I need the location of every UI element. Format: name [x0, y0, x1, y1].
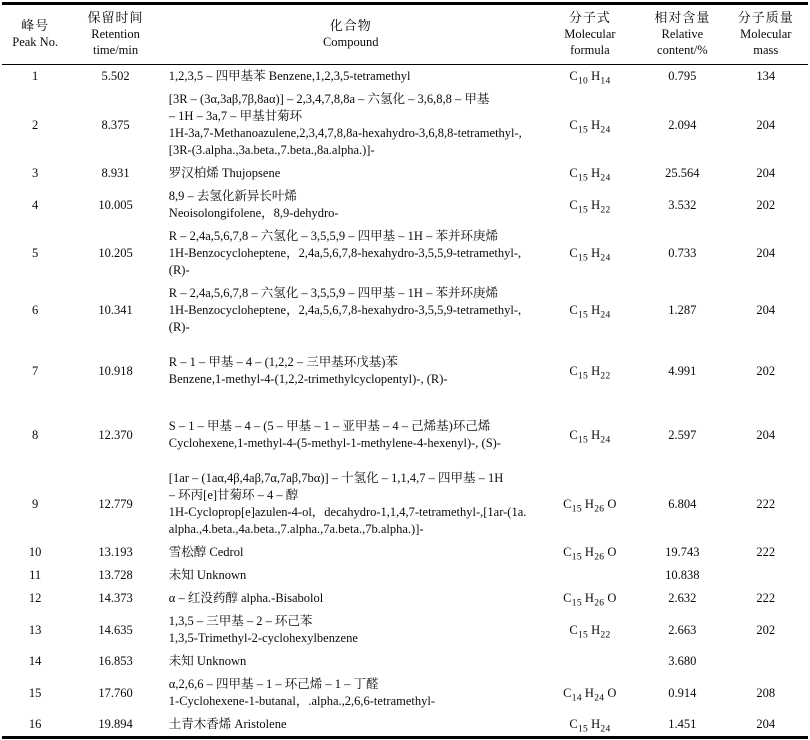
paper-page: [2, 0, 808, 739]
formula-element: $H_{24}$: [591, 246, 611, 264]
relative-content-cell: 2.597: [668, 427, 697, 442]
compound-line: 未知 Unknown: [168, 654, 247, 668]
header-peak-no: [2, 4, 68, 65]
peak-no-cell: 6: [32, 303, 39, 317]
compound-line: (R)-: [168, 320, 190, 334]
formula-element: O: [607, 685, 617, 700]
table-row: [2, 713, 808, 738]
retention-time-cell: 10.918: [98, 363, 133, 378]
formula-element: $C_{15}$: [569, 622, 589, 640]
header-retention-en1: Retention: [91, 27, 140, 41]
table-row: [2, 673, 808, 713]
compound-line: R – 2,4a,5,6,7,8 – 六氢化 – 3,5,5,9 – 四甲基 – 1H – 苯并环庚烯: [168, 229, 498, 243]
relative-content-cell: 4.991: [668, 363, 697, 378]
retention-time-cell: 13.193: [98, 545, 133, 559]
header-content-zh: 相对含量: [654, 10, 711, 25]
formula-element: $C_{14}$: [563, 685, 582, 703]
compound-cell: [163, 610, 539, 650]
relative-content-cell: 0.914: [668, 685, 697, 700]
molecular-mass-cell: 202: [756, 197, 776, 212]
relative-content-cell: 3.680: [668, 654, 697, 668]
compound-cell: [163, 65, 539, 89]
formula-element: $H_{26}$: [584, 591, 605, 609]
header-molecular-mass: [724, 4, 808, 65]
peak-no-cell: 10: [28, 545, 42, 559]
compound-line: 1H-Benzocycloheptene，2,4a,5,6,7,8-hexahydro-3,5,5,9-tetramethyl-,: [168, 303, 522, 317]
relative-content-cell: 2.094: [668, 117, 697, 132]
formula-element: $C_{15}$: [569, 363, 589, 381]
molecular-formula-cell: [539, 564, 642, 587]
peak-no-cell: 2: [32, 117, 39, 132]
formula-element: $C_{15}$: [563, 545, 582, 563]
molecular-mass-cell: 204: [756, 246, 776, 260]
peak-no-cell: 11: [29, 568, 42, 582]
compound-line: 1,3,5 – 三甲基 – 2 – 环己苯: [168, 614, 313, 628]
relative-content-cell: 0.795: [668, 69, 697, 83]
peak-no-cell: 4: [32, 197, 39, 212]
compound-line: alpha.,4.beta.,4a.beta.,7.alpha.,7a.beta.,7b.alpha.)]-: [168, 522, 424, 536]
molecular-mass-cell: 134: [756, 69, 776, 83]
compound-cell: [163, 541, 539, 564]
table-row: [2, 185, 808, 225]
table-row: [2, 403, 808, 467]
compound-line: Benzene,1-methyl-4-(1,2,2-trimethylcyclopentyl)-, (R)-: [168, 372, 448, 386]
header-compound-en: Compound: [322, 35, 379, 49]
molecular-mass-cell: 204: [756, 303, 776, 317]
retention-time-cell: 8.375: [101, 117, 130, 132]
formula-element: $H_{22}$: [591, 363, 611, 381]
header-compound: [163, 4, 539, 65]
compound-line: [3R-(3.alpha.,3a.beta.,7.beta.,8a.alpha.)]-: [168, 143, 375, 157]
molecular-mass-cell: 222: [756, 545, 776, 559]
formula-element: $H_{24}$: [591, 717, 611, 735]
formula-element: $C_{15}$: [569, 427, 589, 445]
formula-element: $C_{15}$: [569, 303, 589, 321]
header-peak-no-zh: 峰号: [21, 18, 50, 33]
retention-time-cell: 19.894: [98, 717, 133, 731]
header-formula-en2: formula: [570, 43, 610, 57]
molecular-formula-cell: [539, 185, 642, 225]
formula-element: $H_{14}$: [591, 69, 611, 87]
relative-content-cell: 19.743: [665, 545, 700, 559]
formula-element: $C_{15}$: [569, 246, 589, 264]
compound-cell: [163, 162, 539, 185]
formula-element: $H_{26}$: [584, 496, 605, 514]
table-row: [2, 467, 808, 541]
peak-no-cell: 13: [28, 622, 42, 637]
compound-line: 1,3,5-Trimethyl-2-cyclohexylbenzene: [168, 631, 358, 645]
peak-no-cell: 9: [32, 496, 39, 511]
table-row: [2, 282, 808, 339]
molecular-mass-cell: 202: [756, 622, 776, 637]
compound-line: [3R – (3α,3aβ,7β,8aα)] – 2,3,4,7,8,8a – 六氢化 – 3,6,8,8 – 甲基: [168, 92, 490, 106]
compound-line: – 1H – 3a,7 – 甲基甘菊环: [168, 109, 303, 123]
compound-line: 1-Cyclohexene-1-butanal，.alpha.,2,6,6-tetramethyl-: [168, 694, 436, 708]
molecular-mass-cell: 222: [756, 591, 776, 605]
compound-line: 8,9 – 去氢化新异长叶烯: [168, 189, 297, 203]
peak-no-cell: 8: [32, 427, 39, 442]
relative-content-cell: 2.663: [668, 622, 697, 637]
header-mass-en1: Molecular: [740, 27, 792, 41]
retention-time-cell: 13.728: [98, 568, 133, 582]
peak-no-cell: 14: [28, 654, 42, 668]
relative-content-cell: 1.287: [668, 303, 697, 317]
molecular-formula-cell: [539, 541, 642, 564]
table-row: [2, 225, 808, 282]
compound-line: R – 2,4a,5,6,7,8 – 六氢化 – 3,5,5,9 – 四甲基 – 1H – 苯并环庚烯: [168, 286, 498, 300]
header-relative-content: [641, 4, 723, 65]
molecular-mass-cell: 208: [756, 685, 776, 700]
molecular-mass-cell: 204: [756, 427, 776, 442]
peak-no-cell: 15: [28, 685, 42, 700]
formula-element: $C_{15}$: [563, 496, 582, 514]
molecular-formula-cell: [539, 88, 642, 162]
header-molecular-formula: [539, 4, 642, 65]
relative-content-cell: 0.733: [668, 246, 697, 260]
formula-element: $H_{22}$: [591, 622, 611, 640]
retention-time-cell: 14.373: [98, 591, 133, 605]
compound-line: 罗汉柏烯 Thujopsene: [168, 166, 281, 180]
header-retention-time: [68, 4, 162, 65]
formula-element: $C_{15}$: [563, 591, 582, 609]
table-row: [2, 339, 808, 403]
compound-line: R – 1 – 甲基 – 4 – (1,2,2 – 三甲基环戊基)苯: [168, 355, 398, 369]
compound-line: 1H-3a,7-Methanoazulene,2,3,4,7,8,8a-hexahydro-3,6,8,8-tetramethyl-,: [168, 126, 522, 140]
table-row: [2, 65, 808, 89]
compound-line: 未知 Unknown: [168, 568, 247, 582]
formula-element: $H_{22}$: [591, 197, 611, 215]
compound-cell: [163, 564, 539, 587]
molecular-formula-cell: [539, 65, 642, 89]
table-row: [2, 88, 808, 162]
formula-element: $C_{15}$: [569, 717, 589, 735]
molecular-formula-cell: [539, 650, 642, 673]
relative-content-cell: 10.838: [665, 568, 700, 582]
molecular-formula-cell: [539, 339, 642, 403]
molecular-mass-cell: 204: [756, 117, 776, 132]
compound-cell: [163, 587, 539, 610]
table-row: [2, 587, 808, 610]
peak-no-cell: 3: [32, 166, 39, 180]
compound-line: 土青木香烯 Aristolene: [168, 717, 287, 731]
molecular-formula-cell: [539, 162, 642, 185]
molecular-mass-cell: 202: [756, 363, 776, 378]
relative-content-cell: 6.804: [668, 496, 697, 511]
compound-cell: [163, 88, 539, 162]
relative-content-cell: 3.532: [668, 197, 697, 212]
compound-line: – 环丙[e]甘菊环 – 4 – 醇: [168, 488, 299, 502]
molecular-mass-cell: [724, 564, 808, 587]
table-body: [2, 65, 808, 738]
retention-time-cell: 8.931: [101, 166, 130, 180]
compound-cell: [163, 650, 539, 673]
header-formula-en1: Molecular: [564, 27, 616, 41]
compound-line: Cyclohexene,1-methyl-4-(5-methyl-1-methylene-4-hexenyl)-, (S)-: [168, 436, 501, 450]
compound-line: [1ar – (1aα,4β,4aβ,7α,7aβ,7bα)] – 十氢化 – 1,1,4,7 – 四甲基 – 1H: [168, 471, 504, 485]
formula-element: O: [607, 591, 617, 605]
peak-no-cell: 1: [32, 69, 39, 83]
header-formula-zh: 分子式: [568, 10, 611, 25]
formula-element: $H_{26}$: [584, 545, 605, 563]
compound-cell: [163, 185, 539, 225]
header-mass-en2: mass: [753, 43, 779, 57]
header-retention-en2: time/min: [92, 43, 139, 57]
header-mass-zh: 分子质量: [737, 10, 794, 25]
compound-line: 1,2,3,5 – 四甲基苯 Benzene,1,2,3,5-tetramethyl: [168, 69, 411, 83]
compound-line: 雪松醇 Cedrol: [168, 545, 244, 559]
header-content-en1: Relative: [661, 27, 704, 41]
compound-cell: [163, 339, 539, 403]
retention-time-cell: 17.760: [98, 685, 133, 700]
molecular-formula-cell: [539, 282, 642, 339]
compound-line: 1H-Cycloprop[e]azulen-4-ol，decahydro-1,1,4,7-tetramethyl-,[1ar-(1a.: [168, 505, 527, 519]
compound-line: 1H-Benzocycloheptene，2,4a,5,6,7,8-hexahydro-3,5,5,9-tetramethyl-,: [168, 246, 522, 260]
table-row: [2, 650, 808, 673]
formula-element: O: [607, 496, 617, 511]
peak-no-cell: 16: [28, 717, 42, 731]
retention-time-cell: 10.341: [98, 303, 133, 317]
compound-line: S – 1 – 甲基 – 4 – (5 – 甲基 – 1 – 亚甲基 – 4 – 己烯基)环己烯: [168, 419, 491, 433]
formula-element: $C_{10}$: [569, 69, 589, 87]
relative-content-cell: 1.451: [668, 717, 697, 731]
formula-element: $H_{24}$: [591, 303, 611, 321]
formula-element: $C_{15}$: [569, 117, 589, 135]
formula-element: $H_{24}$: [591, 166, 611, 184]
table-row: [2, 541, 808, 564]
formula-element: $H_{24}$: [591, 117, 611, 135]
compound-line: α,2,6,6 – 四甲基 – 1 – 环己烯 – 1 – 丁醛: [168, 677, 379, 691]
peak-no-cell: 5: [32, 246, 39, 260]
table-header: [2, 4, 808, 65]
compound-line: Neoisolongifolene，8,9-dehydro-: [168, 206, 339, 220]
compound-table: [2, 2, 808, 739]
relative-content-cell: 2.632: [668, 591, 697, 605]
compound-cell: [163, 673, 539, 713]
peak-no-cell: 7: [32, 363, 39, 378]
formula-element: $C_{15}$: [569, 197, 589, 215]
molecular-mass-cell: 222: [756, 496, 776, 511]
molecular-formula-cell: [539, 587, 642, 610]
formula-element: $H_{24}$: [591, 427, 611, 445]
retention-time-cell: 10.005: [98, 197, 133, 212]
header-content-en2: content/%: [657, 43, 708, 57]
retention-time-cell: 14.635: [98, 622, 133, 637]
relative-content-cell: 25.564: [665, 166, 700, 180]
retention-time-cell: 16.853: [98, 654, 133, 668]
peak-no-cell: 12: [28, 591, 42, 605]
header-compound-zh: 化合物: [329, 18, 372, 33]
header-retention-zh: 保留时间: [87, 10, 144, 25]
compound-cell: [163, 282, 539, 339]
molecular-formula-cell: [539, 467, 642, 541]
compound-cell: [163, 225, 539, 282]
retention-time-cell: 12.370: [98, 427, 133, 442]
compound-cell: [163, 403, 539, 467]
retention-time-cell: 5.502: [101, 69, 130, 83]
molecular-mass-cell: 204: [756, 717, 776, 731]
compound-cell: [163, 713, 539, 738]
table-row: [2, 162, 808, 185]
formula-element: $H_{24}$: [584, 685, 605, 703]
formula-element: O: [607, 545, 617, 559]
molecular-mass-cell: 204: [756, 166, 776, 180]
table-row: [2, 564, 808, 587]
compound-line: α – 红没药醇 alpha.-Bisabolol: [168, 591, 324, 605]
molecular-mass-cell: [724, 650, 808, 673]
molecular-formula-cell: [539, 713, 642, 738]
retention-time-cell: 12.779: [98, 496, 133, 511]
molecular-formula-cell: [539, 610, 642, 650]
retention-time-cell: 10.205: [98, 246, 133, 260]
molecular-formula-cell: [539, 225, 642, 282]
formula-element: $C_{15}$: [569, 166, 589, 184]
table-row: [2, 610, 808, 650]
compound-line: (R)-: [168, 263, 190, 277]
header-peak-no-en: Peak No.: [12, 35, 59, 49]
compound-cell: [163, 467, 539, 541]
molecular-formula-cell: [539, 403, 642, 467]
molecular-formula-cell: [539, 673, 642, 713]
